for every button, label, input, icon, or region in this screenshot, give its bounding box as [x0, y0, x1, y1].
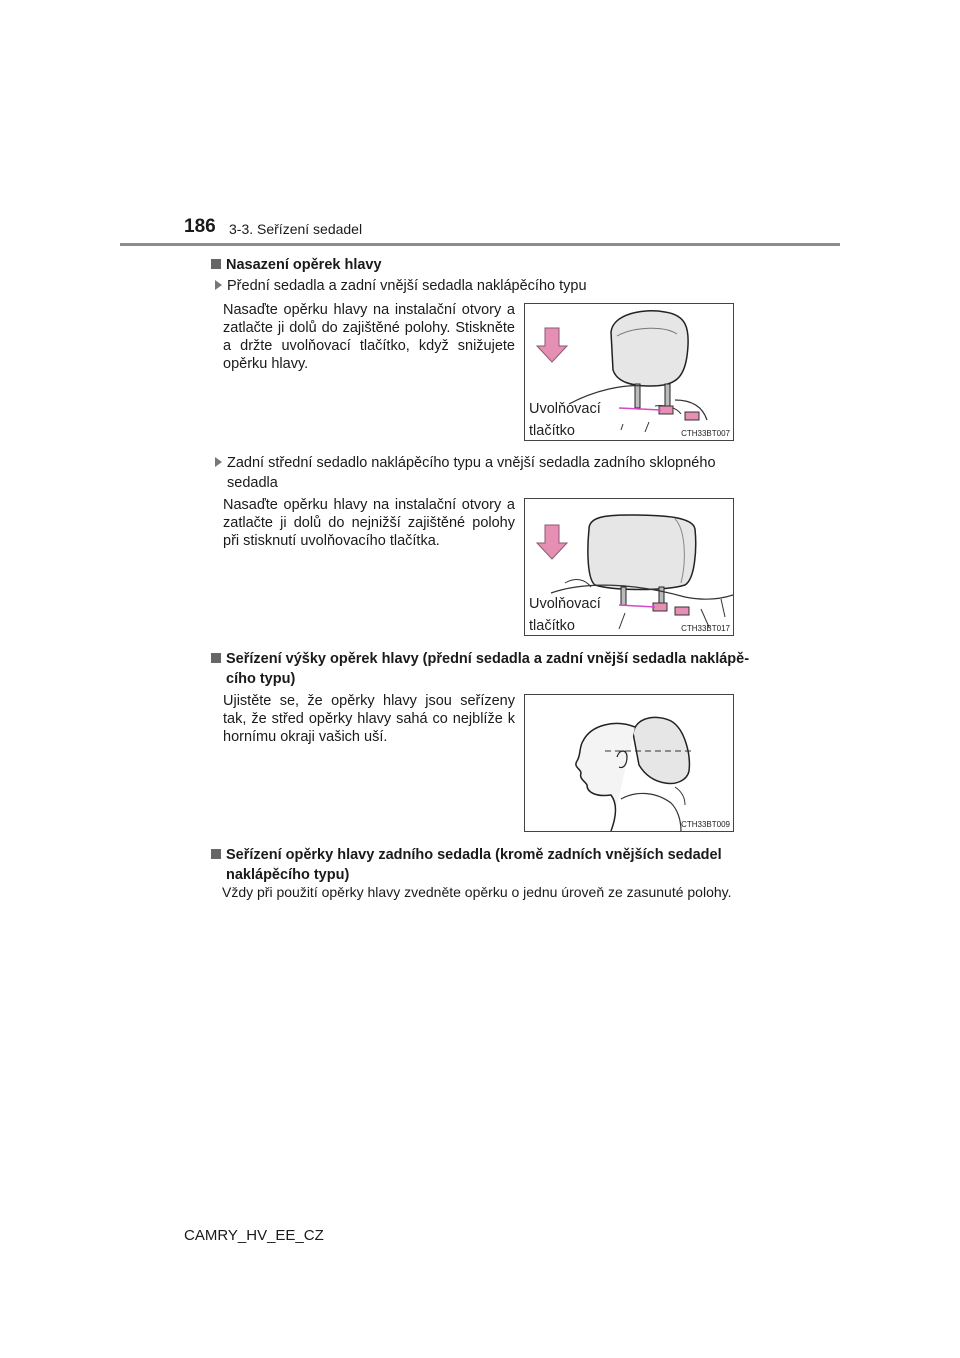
subheading-text: Přední sedadla a zadní vnější sedadla naklápěcího typu: [227, 278, 587, 294]
head-profile-illustration: [525, 695, 733, 831]
release-button-label: Uvolňovací tlačítko: [529, 401, 601, 439]
down-arrow-icon: [537, 328, 567, 362]
footer-model: CAMRY_HV_EE_CZ: [184, 1227, 324, 1244]
figure-headrest-install-2: [524, 498, 734, 636]
triangle-bullet-icon: [215, 280, 222, 290]
page-number: 186: [184, 216, 216, 237]
subheading-rear-seats: [215, 453, 755, 493]
square-bullet-icon: [211, 849, 221, 859]
headrest-cushion: [611, 311, 688, 386]
paragraph-install-rear: Nasaďte opěrku hlavy na instalační otvory a zatlačte ji dolů do nejnižší zajištěné polohy při stisknutí uvolňovacího tlačítka.: [223, 497, 515, 549]
release-button-label: Uvolňovací tlačítko: [529, 596, 601, 634]
paragraph-height: Ujistěte se, že opěrky hlavy jsou seřízeny tak, že střed opěrky hlavy sahá co nejblíže k hornímu okraji vašich uší.: [223, 693, 515, 745]
section-title: 3-3. Seřízení sedadel: [229, 221, 363, 237]
figure-code: CTH33BT009: [681, 820, 730, 829]
subheading-text-line2: sedadla: [227, 475, 278, 491]
heading-text-line1: Seřízení opěrky hlavy zadního sedadla (kromě zadních vnějších sedadel: [226, 847, 722, 863]
figure-headrest-install-1: [524, 303, 734, 441]
pointer-line: [619, 408, 661, 410]
square-bullet-icon: [211, 653, 221, 663]
heading-text-line2: cího typu): [226, 671, 296, 687]
heading-nasazeni: [211, 255, 751, 275]
pointer-line: [619, 605, 655, 607]
subheading-front-seats: [215, 276, 755, 296]
figure-code: CTH33BT017: [681, 624, 730, 633]
paragraph-install: Nasaďte opěrku hlavy na instalační otvory a zatlačte ji dolů do zajištěné polohy. Stiskněte a držte uvolňovací tlačítko, když snižujete opěrku hlavy.: [223, 302, 515, 372]
heading-text-line2: naklápěcího typu): [226, 867, 350, 883]
headrest-cushion: [633, 717, 689, 783]
down-arrow-icon: [537, 525, 567, 559]
triangle-bullet-icon: [215, 457, 222, 467]
heading-vyska: [211, 649, 751, 689]
paragraph-rear-headrest: Vždy při použití opěrky hlavy zvedněte opěrku o jednu úroveň ze zasunuté polohy.: [222, 884, 732, 900]
figure-head-position: [524, 694, 734, 832]
figure-code: CTH33BT007: [681, 429, 730, 438]
header-divider: [120, 243, 840, 246]
heading-text-line1: Seřízení výšky opěrek hlavy (přední sedadla a zadní vnější sedadla naklápě-: [226, 651, 750, 667]
subheading-text-line1: Zadní střední sedadlo naklápěcího typu a vnější sedadla zadního sklopného: [227, 455, 716, 471]
square-bullet-icon: [211, 259, 221, 269]
head-profile: [576, 723, 635, 831]
heading-text: Nasazení opěrek hlavy: [226, 257, 382, 273]
heading-rear-headrest: [211, 845, 751, 885]
